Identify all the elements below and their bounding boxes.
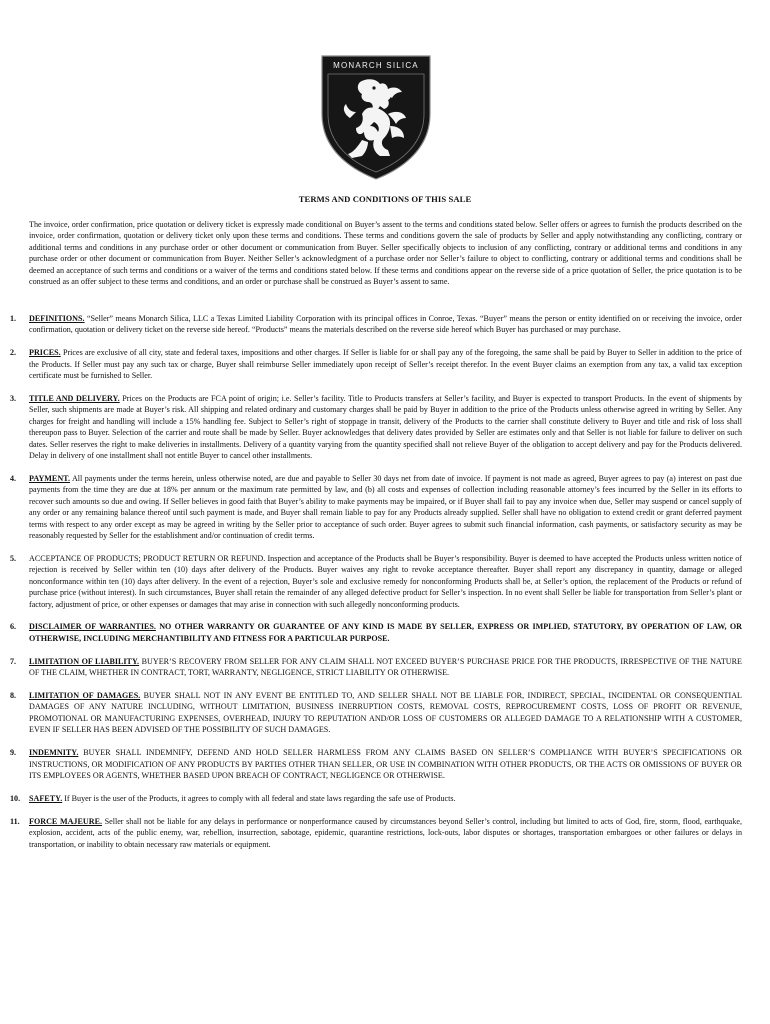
section-body: If Buyer is the user of the Products, it agrees to comply with all federal and state laws regarding the safe use of Products. (62, 793, 456, 803)
section-body: Inspection and acceptance of the Products shall be Buyer’s responsibility. Buyer is deemed to have accepted the Products unless written notice of rejection is received by Seller within ten (10) days after delivery of the Products. Buyer waives any right to revoke acceptance thereafter. Buyer shall report any discrepancy in quantity, damage or alleged nonconformance within ten (10) days after delivery. In the event of a rejection, Buyer’s sole and exclusive remedy for nonconforming Products shall be, at Seller’s option, the replacement of the Products or refund of purchase price (without interest). In such circumstances, Buyer shall retain the remainder of any alleged defective product for Seller’s inspection. In no event shall Seller be liable for transportation from Seller’s plant or factory, adjustment of price, or other expenses or damages that may arise in connection with such allegedly nonconforming products. (29, 553, 742, 609)
logo-text: MONARCH SILICA (333, 61, 419, 70)
section-body: Prices are exclusive of all city, state and federal taxes, impositions and other charges. If Seller is liable for or shall pay any of the foregoing, the same shall be paid by Buyer to Seller in addition to the price of the Products. If Seller must pay any such tax or charge, Buyer shall reimburse Seller immediately upon receipt of Seller’s receipt therefor. In the event Buyer claims an exemption from any tax, a valid tax exception certificate must be furnished to Seller. (29, 348, 742, 381)
section-body: “Seller” means Monarch Silica, LLC a Texas Limited Liability Corporation with its principal offices in Conroe, Texas. “Buyer” means the person or entity identified on or receiving the invoice, order confirmation, quotation or delivery ticket on the reverse side hereof. “Products” means the materials described on the reverse side hereof which Buyer has purchased or may purchase. (29, 314, 742, 335)
section-number: 11. (10, 816, 20, 826)
section-heading: FORCE MAJEURE. (29, 816, 102, 826)
section-limitation-of-damages (10, 690, 742, 736)
section-definitions (10, 313, 742, 336)
lion-shield-icon (318, 52, 434, 182)
section-heading: DISCLAIMER OF WARRANTIES. (29, 622, 156, 632)
section-prices (10, 347, 742, 381)
section-number: 9. (10, 748, 17, 758)
section-body: Prices on the Products are FCA point of origin; i.e. Seller’s facility. Title to Products transfers at Seller’s facility, and Buyer is expected to transport Products. In the event of shipments by Seller, such shipments are made at Buyer’s risk. All shipping and related ordinary and customary charges shall be paid by Buyer in addition to the price of the Products unless otherwise agreed in writing by Seller. Any charges for freight and handling will include a 15% handling fee. Subject to Seller’s right of stoppage in transit, delivery of the Products to the carrier shall constitute delivery to Buyer and title and risk of loss shall thereupon pass to Buyer. Selection of the carrier and route shall be made by Seller. Buyer acknowledges that delivery dates provided by Seller are estimates only and that Seller is not liable for failure to deliver on such dates. Seller reserves the right to make deliveries in installments. Delivery of a quantity varying from the quantity specified shall not relieve Buyer of the obligation to accept delivery and pay for the Products delivered. Delay in delivery of one installment shall not entitle Buyer to cancel other installments. (29, 394, 742, 461)
section-force-majeure (10, 816, 742, 850)
section-body: Seller shall not be liable for any delays in performance or nonperformance caused by circumstances beyond Seller’s control, including but limited to acts of God, fire, storm, flood, earthquake, explosion, accident, acts of the public enemy, war, rebellion, insurrection, sabotage, epidemic, quarantine restrictions, lock-outs, labor disputes or shortages, transportation embargoes or other failures or delays in transportation, or inability to obtain necessary raw materials or equipment. (29, 816, 742, 849)
section-body: BUYER SHALL INDEMNIFY, DEFEND AND HOLD SELLER HARMLESS FROM ANY CLAIMS BASED ON SELLER’S COMPLIANCE WITH BUYER’S SPECIFICATIONS OR INSTRUCTIONS, OR MODIFICATION OF ANY PRODUCTS BY PARTIES OTHER THAN SELLER, OR USE IN COMBINATION WITH OTHER PRODUCTS, OR THE ACTS OR OMISSIONS OF BUYER OR ITS EMPLOYEES OR AGENTS, WHETHER BASED UPON BREACH OF CONTRACT, NEGLIGENCE OR OTHERWISE. (29, 748, 742, 780)
section-number: 3. (10, 394, 17, 404)
section-heading: SAFETY. (29, 793, 63, 803)
section-number: 6. (10, 622, 17, 632)
section-number: 10. (10, 793, 21, 803)
section-heading: LIMITATION OF DAMAGES. (29, 691, 141, 701)
section-heading: INDEMNITY. (29, 748, 79, 758)
section-limitation-of-liability (10, 656, 742, 679)
section-body: BUYER’S RECOVERY FROM SELLER FOR ANY CLAIM SHALL NOT EXCEED BUYER’S PURCHASE PRICE FOR THE PRODUCTS, IRRESPECTIVE OF THE NATURE OF THE CLAIM, WHETHER IN CONTRACT, TORT, WARRANTY, NEGLIGENCE, STRICT LIABILITY OR OTHERWISE. (29, 656, 742, 678)
section-safety (10, 793, 742, 804)
section-body: All payments under the terms herein, unless otherwise noted, are due and payable to Seller 30 days net from date of invoice. If payment is not made as agreed, Buyer agrees to pay (a) interest on past due payments from the time they are due at 18% per annum or the maximum rate permitted by law, and (b) all costs and expenses of collection including reasonable attorney’s fees incurred by the Seller in its efforts to recover such amounts so due and owing. If Seller believes in good faith that Buyer’s ability to make payments may be impaired, or if Buyer shall fail to pay any invoice when due, Seller may suspend or cancel supply of any order or any remaining balance thereof until such payment is made, and Buyer shall remain liable to pay for any Products already supplied. Seller shall have no obligation to extend credit or grant deferred payment terms with respect to any order except as may be agreed in writing by the Seller prior to acceptance of such order. Buyer agrees to submit such financial information, cash payments, or satisfactory security as may be reasonably requested by Seller for the establishment and/or continuation of credit terms. (29, 473, 742, 540)
section-number: 2. (10, 348, 17, 358)
section-heading: PRICES. (29, 348, 61, 358)
document-title: TERMS AND CONDITIONS OF THIS SALE (298, 194, 472, 204)
section-heading: DEFINITIONS. (29, 314, 85, 323)
section-number: 7. (10, 656, 17, 666)
section-number: 1. (10, 314, 17, 323)
section-body: NO OTHER WARRANTY OR GUARANTEE OF ANY KIND IS MADE BY SELLER, EXPRESS OR IMPLIED, STATUTORY, BY OPERATION OF LAW, OR OTHERWISE, INCLUDING MERCHANTIBILITY AND FITNESS FOR A PARTICULAR PURPOSE. (29, 622, 743, 643)
section-number: 8. (10, 691, 17, 701)
intro-paragraph: The invoice, order confirmation, price quotation or delivery ticket is expressly made conditional on Buyer’s assent to the terms and conditions stated below. Seller offers or agrees to furnish the products described on the invoice, order confirmation, quotation or delivery ticket only upon these terms and conditions. These terms and conditions govern the sale of products by Seller and apply notwithstanding any conflicting, contrary or additional terms and conditions in any purchase order or other document or communication from Buyer. Seller specifically objects to inclusion of any conflicting, contrary or additional terms and conditions in any purchase order or other document or communication from Buyer. Neither Seller’s acknowledgment of a purchase order nor Seller’s failure to object to conflicting, contrary or additional terms and conditions shall be deemed an acceptance of such terms and conditions or a waiver of the terms and conditions stated below. If these terms and conditions appear on the reverse side of a price quotation of Seller, the price quotation is to be construed as an offer subject to these terms and conditions, and an order or purchase shall be construed as Buyer’s assent to same. (29, 220, 742, 287)
section-payment (10, 473, 742, 541)
section-heading: ACCEPTANCE OF PRODUCTS; PRODUCT RETURN OR REFUND. (29, 553, 266, 563)
section-disclaimer-of-warranties (10, 621, 742, 644)
section-heading: PAYMENT. (29, 473, 70, 483)
terms-sections (10, 313, 742, 862)
section-heading: LIMITATION OF LIABILITY. (29, 656, 140, 666)
monarch-silica-logo (318, 52, 434, 182)
section-heading: TITLE AND DELIVERY. (29, 394, 120, 404)
section-acceptance-of-products (10, 553, 742, 610)
section-body: BUYER SHALL NOT IN ANY EVENT BE ENTITLED TO, AND SELLER SHALL NOT BE LIABLE FOR, INDIRECT, SPECIAL, INCIDENTAL OR CONSEQUENTIAL DAMAGES OF ANY NATURE INCLUDING, WITHOUT LIMITATION, BUSINESS INERRUPTION COSTS, REMOVAL COSTS, REPROCUREMENT COSTS, LOSS OF PROFIT OR REVENUE, PROMOTIONAL OR MANUFACTURING EXPENSES, OVERHEAD, INJURY TO REPUTATION AND/OR LOSS OF CUSTOMERS OR ALLEGED DAMAGE TO A RELATIONSHIP WITH A CUSTOMER, EVEN IF SELLER HAS BEEN ADVISED OF THE POSSIBILITY OF SUCH DAMAGES. (29, 691, 742, 735)
section-number: 4. (10, 473, 17, 483)
section-indemnity (10, 747, 742, 781)
section-number: 5. (10, 553, 17, 563)
section-title-and-delivery (10, 393, 742, 461)
